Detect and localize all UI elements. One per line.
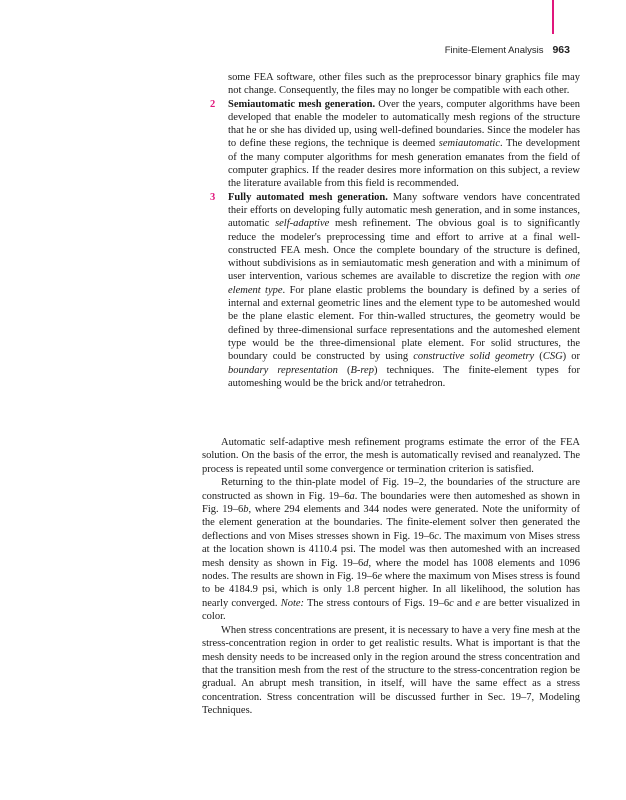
list-continuation: some FEA software, other files such as the preprocessor binary graphics file may not change. Consequently, the files may no longer be compatible with each other. (228, 72, 580, 97)
italic-term: self-adaptive (275, 218, 330, 230)
list-text: . For plane elastic problems the boundary is defined by a series of internal and external geometric lines and the element type to be automeshed would be the plane elastic element. For thin-walled structures, the geometry would be defined by three-dimensional surface representations and the automeshed element type would be the three-dimensional plate element. For solid structures, the boundary could be constructed by using (228, 284, 580, 363)
list-number: 3 (210, 191, 216, 203)
list-item-title: Fully automated mesh generation. (228, 191, 388, 203)
running-head (445, 44, 570, 56)
text-run: where the maximum von Mises stress is found to be 4184.9 psi, which is only 1.8 percent higher. In all likelihood, the solution has nearly converged. (202, 571, 580, 609)
list-item-3 (210, 191, 581, 390)
header-accent-rule (552, 0, 554, 34)
text-run: . The maximum von Mises stress at the location shown is 4110.4 psi. The model was then automeshed with an increased mesh density as shown in Fig. 19–6 (202, 530, 580, 569)
list-item-title: Semiautomatic mesh generation. (228, 98, 376, 110)
figure-part: c (434, 530, 439, 542)
figure-part: e (377, 571, 382, 583)
figure-part: d (363, 557, 369, 569)
list-text: ) techniques. The finite-element types for automeshing would be the brick and/or tetrahedron. (228, 364, 581, 389)
italic-term: semiautomatic (438, 138, 501, 150)
list-number: 2 (210, 98, 216, 110)
note-label: Note: (280, 597, 305, 609)
paragraph-3: When stress concentrations are present, it is necessary to have a very fine mesh at the stress-concentration region in order to get realistic results. What is important is that the mesh density needs to be increased only in the region around the stress concentration and that the transition mesh from the rest of the structure to the stress-concentration region be gradual. An abrupt mesh transition, in itself, will have the same effect as a stress concentration. Stress concentration will be discussed further in Sec. 19–7, Modeling Techniques. (202, 624, 580, 717)
list-text: mesh refinement. The obvious goal is to significantly reduce the modeler's preprocessing time and effort to arrive at a final well-constructed FEA mesh. Once the complete boundary of the structure is defined, without subdivisions as in semiautomatic mesh generation and with a minimum of user intervention, various schemes are available to discretize the region with (228, 218, 580, 283)
italic-term: B-rep (350, 364, 374, 376)
paragraph-1: Automatic self-adaptive mesh refinement programs estimate the error of the FEA solution. On the basis of the error, the mesh is automatically revised and reanalyzed. The process is repeated until some convergence or termination criterion is satisfied. (202, 437, 580, 475)
paragraph-2 (202, 476, 580, 623)
text-run: , where 294 elements and 344 nodes were generated. Note the uniformity of the element generation at the boundaries. The finite-element solver then generated the deflections and von Mises stresses shown in Fig. 19–6 (202, 504, 580, 542)
list-text: ( (534, 351, 543, 363)
text-run: Returning to the thin-plate model of Fig. 19–2, the boundaries of the structure are constructed as shown in Fig. 19–6 (202, 477, 580, 502)
list-text: ) or (562, 351, 581, 363)
list-item-2 (210, 98, 580, 191)
figure-part: c (449, 597, 454, 609)
italic-term: CSG (542, 351, 563, 363)
figure-part: a (349, 490, 355, 502)
list-text: ( (337, 364, 351, 376)
list-text: Over the years, computer algorithms have been developed that enable the modeler to automatically mesh regions of the structure that he or she has divided up, using well-defined boundaries. Since the modeler has to define these regions, the technique is deemed (228, 98, 580, 150)
italic-term: one element type (228, 271, 580, 296)
body-text (202, 436, 580, 718)
list-text: . The development of the many computer algorithms for mesh generation emanates from the field of computer graphics. If the reader desires more information on this subject, a review the literature available from this field is recommended. (228, 138, 580, 190)
page-number: 963 (552, 44, 570, 56)
running-title: Finite-Element Analysis (444, 45, 544, 56)
numbered-list (210, 71, 581, 390)
list-text: Many software vendors have concentrated their efforts on developing fully automatic mesh generation, and in some instances, automatic (228, 191, 581, 230)
figure-part: b (243, 504, 249, 516)
text-run: . The boundaries were then automeshed as shown in Fig. 19–6 (202, 490, 580, 516)
italic-term: boundary representation (228, 364, 338, 376)
figure-part: e (475, 597, 480, 609)
text-run: are better visualized in color. (202, 597, 580, 623)
text-run: and (453, 597, 476, 609)
italic-term: constructive solid geometry (413, 351, 535, 363)
text-run: The stress contours of Figs. 19–6 (304, 597, 450, 609)
text-run: , where the model has 1008 elements and 1096 nodes. The results are shown in Fig. 19–6 (202, 557, 580, 583)
